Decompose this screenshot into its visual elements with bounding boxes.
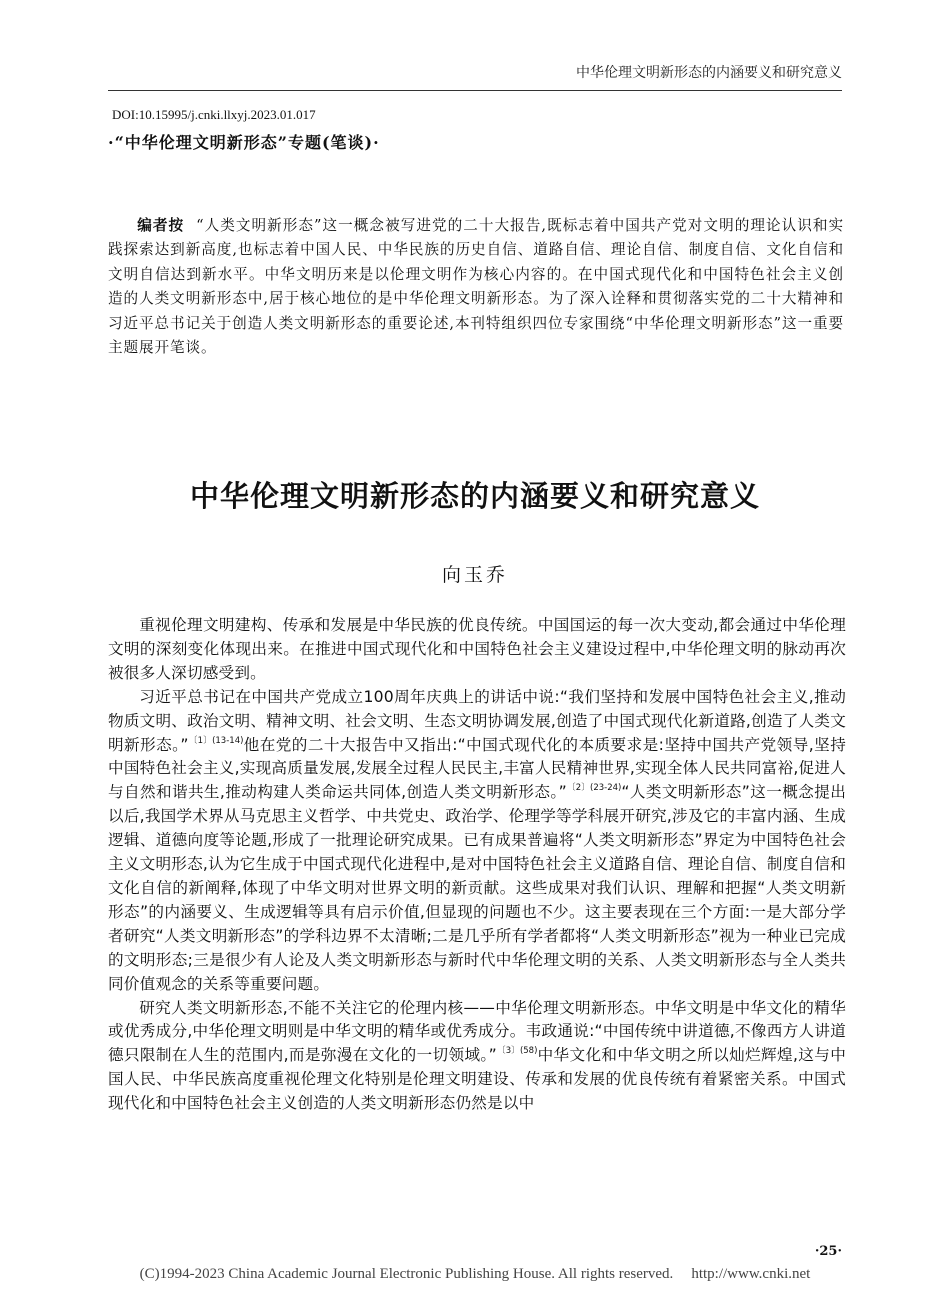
column-tag: ·“中华伦理文明新形态”专题(笔谈)· — [108, 133, 380, 152]
running-title: 中华伦理文明新形态的内涵要义和研究意义 — [576, 65, 842, 81]
citation: 〔3〕(58) — [496, 1046, 538, 1057]
editor-note — [108, 214, 844, 360]
editor-note-text: “人类文明新形态”这一概念被写进党的二十大报告,既标志着中国共产党对文明的理论认识和实践探索达到新高度,也标志着中国人民、中华民族的历史自信、道路自信、理论自信、制度自信、文化自信和文明自信达到新水平。中华文明历来是以伦理文明作为核心内容的。在中国式现代化和中国特色社会主义创造的人类文明新形态中,居于核心地位的是中华伦理文明新形态。为了深入诠释和贯彻落实党的二十大精神和习近平总书记关于创造人类文明新形态的重要论述,本刊特组织四位专家围绕“中华伦理文明新形态”这一重要主题展开笔谈。 — [108, 217, 844, 357]
paragraph-text: 中华文化和中华文明之所以灿烂辉煌,这与中国人民、中华民族高度重视伦理文化特别是伦理文明建设、传承和发展的优良传统有着紧密关系。中国式现代化和中国特色社会主义创造的人类文明新形态仍然是以中 — [108, 1046, 846, 1113]
header-rule — [108, 90, 842, 91]
citation: 〔2〕(23-24) — [566, 783, 622, 794]
paragraph — [108, 997, 846, 1117]
paragraph-text: 他在党的二十大报告中又指出:“中国式现代化的本质要求是:坚持中国共产党领导,坚持中国特色社会主义,实现高质量发展,发展全过程人民民主,丰富人民精神世界,实现全体人民共同富裕,促进人与自然和谐共生,推动构建人类命运共同体,创造人类文明新形态。” — [108, 735, 846, 802]
editor-note-label: 编者按 — [137, 217, 185, 234]
paragraph-text: 习近平总书记在中国共产党成立100周年庆典上的讲话中说:“我们坚持和发展中国特色社会主义,推动物质文明、政治文明、精神文明、社会文明、生态文明协调发展,创造了中国式现代化新道路,创造了人类文明新形态。” — [108, 687, 846, 754]
article-body — [108, 614, 846, 1116]
footer — [0, 1266, 950, 1283]
footer-link[interactable]: http://www.cnki.net — [691, 1266, 811, 1282]
paragraph — [108, 686, 846, 997]
page-number: ·25· — [814, 1244, 842, 1259]
citation: 〔1〕(13-14) — [188, 735, 244, 746]
paragraph-text: “人类文明新形态”这一概念提出以后,我国学术界从马克思主义哲学、中共党史、政治学、伦理学等学科展开研究,涉及它的丰富内涵、生成逻辑、道德向度等论题,形成了一批理论研究成果。已有成果普遍将“人类文明新形态”界定为中国特色社会主义文明形态,认为它生成于中国式现代化进程中,是对中国特色社会主义道路自信、理论自信、制度自信和文化自信的新阐释,体现了中华文明对世界文明的新贡献。这些成果对我们认识、理解和把握“人类文明新形态”的内涵要义、生成逻辑等具有启示价值,但显现的问题也不少。这主要表现在三个方面:一是大部分学者研究“人类文明新形态”的学科边界不太清晰;二是几乎所有学者都将“人类文明新形态”视为一种业已完成的文明形态;三是很少有人论及人类文明新形态与新时代中华伦理文明的关系、人类文明新形态与全人类共同价值观念的关系等重要问题。 — [108, 783, 846, 993]
doi: DOI:10.15995/j.cnki.llxyj.2023.01.017 — [112, 107, 316, 122]
article-title: 中华伦理文明新形态的内涵要义和研究意义 — [189, 479, 760, 513]
copyright-notice: (C)1994-2023 China Academic Journal Electronic Publishing House. All rights reserved. — [139, 1266, 674, 1282]
paragraph-text: 研究人类文明新形态,不能不关注它的伦理内核——中华伦理文明新形态。中华文明是中华文化的精华或优秀成分,中华伦理文明则是中华文明的精华或优秀成分。韦政通说:“中国传统中讲道德,不像西方人讲道德只限制在人生的范围内,而是弥漫在文化的一切领域。” — [108, 998, 846, 1065]
author: 向玉乔 — [441, 564, 508, 586]
paragraph: 重视伦理文明建构、传承和发展是中华民族的优良传统。中国国运的每一次大变动,都会通过中华伦理文明的深刻变化体现出来。在推进中国式现代化和中国特色社会主义建设过程中,中华伦理文明的脉动再次被很多人深切感受到。 — [108, 616, 846, 682]
